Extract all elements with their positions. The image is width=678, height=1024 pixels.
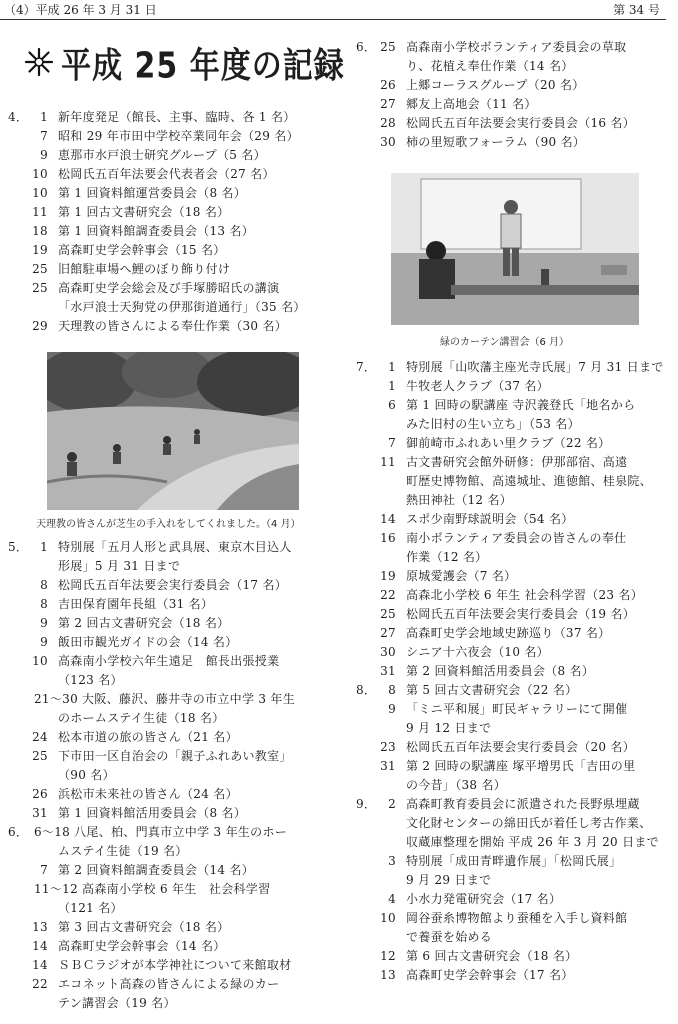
- record-entry: [356, 76, 676, 95]
- record-entry: [356, 567, 676, 586]
- record-entry: [8, 994, 348, 1013]
- section-title: [24, 40, 345, 90]
- record-entry: [356, 358, 676, 377]
- record-entry: [8, 279, 348, 298]
- issue-number: 第 34 号: [613, 3, 660, 17]
- entry-day: 16: [380, 531, 396, 545]
- record-entry: [356, 947, 676, 966]
- record-entry: [8, 108, 348, 127]
- issue-date: （4）平成 26 年 3 月 31 日: [4, 3, 157, 17]
- entry-day: 12: [380, 949, 396, 963]
- entry-day: 31: [380, 664, 396, 678]
- photo-caption-workshop: 緑のカーテン講習会（6 月）: [440, 337, 570, 348]
- entry-day: 31: [380, 759, 396, 773]
- entry-day: 26: [380, 78, 396, 92]
- record-entry: [8, 804, 348, 823]
- entry-day: 28: [380, 116, 396, 130]
- record-entry: [8, 241, 348, 260]
- entry-month: 6．: [356, 40, 377, 54]
- entry-text: 作業（12 名）: [406, 550, 488, 564]
- record-entry: [356, 966, 676, 985]
- entry-day: 26: [32, 787, 48, 801]
- record-entry: [8, 260, 348, 279]
- record-entry: [8, 956, 348, 975]
- entry-text: 新年度発足（館長、主事、臨時、各 1 名）: [58, 110, 296, 124]
- entry-day: 6: [388, 398, 396, 412]
- entry-text: 第 2 回古文書研究会（18 名）: [58, 616, 230, 630]
- entry-day: 1: [388, 360, 396, 374]
- record-entry: [356, 871, 676, 890]
- entry-text: 特別展「山吹藩主座光寺氏展」7 月 31 日まで: [406, 360, 664, 374]
- entry-day: 13: [380, 968, 396, 982]
- star-burst-icon: [24, 47, 54, 77]
- entry-day: 19: [32, 243, 48, 257]
- record-entry: [356, 738, 676, 757]
- entry-day: 6～18: [34, 825, 71, 839]
- entry-text: 天理教の皆さんによる奉仕作業（30 名）: [58, 319, 288, 333]
- entry-text: 第 2 回資料館調査委員会（14 名）: [58, 863, 255, 877]
- entry-text: 大阪、藤沢、藤井寺の市立中学 3 年生: [82, 692, 296, 706]
- entry-month: 8．: [356, 683, 377, 697]
- entry-text: 松岡氏五百年法要会実行委員会（16 名）: [406, 116, 636, 130]
- entry-day: 25: [32, 281, 48, 295]
- entry-text: 松本市道の旅の皆さん（21 名）: [58, 730, 238, 744]
- entry-day: 10: [380, 911, 396, 925]
- entry-text: 八尾、柏、門真市立中学 3 年生のホー: [74, 825, 288, 839]
- entry-text: 原城愛護会（7 名）: [406, 569, 517, 583]
- entry-day: 4: [388, 892, 396, 906]
- entry-day: 3: [388, 854, 396, 868]
- record-list-right-july-sept: [356, 358, 676, 985]
- record-entry: [356, 700, 676, 719]
- entry-text: のホームステイ生徒（18 名）: [58, 711, 225, 725]
- entry-text: ＳＢＣラジオが本学神社について来館取材: [58, 958, 292, 972]
- entry-text: 恵那市水戸浪士研究グループ（5 名）: [58, 148, 266, 162]
- entry-day: 1: [40, 540, 48, 554]
- record-entry: [8, 842, 348, 861]
- record-entry: [8, 766, 348, 785]
- entry-text: 第 1 回時の駅講座 寺沢義登氏「地名から: [406, 398, 636, 412]
- record-entry: [8, 861, 348, 880]
- entry-text: 高森南小学校 6 年生 社会科学習: [82, 882, 271, 896]
- entry-text: で養蚕を始める: [406, 930, 493, 944]
- entry-day: 11: [380, 455, 396, 469]
- entry-text: 文化財センターの綿田氏が着任し考古作業、: [406, 816, 652, 830]
- header-divider: [0, 19, 666, 20]
- entry-day: 1: [40, 110, 48, 124]
- record-entry: [356, 548, 676, 567]
- entry-text: （121 名）: [58, 901, 123, 915]
- entry-text: 松岡氏五百年法要会代表者会（27 名）: [58, 167, 275, 181]
- entry-text: 小水力発電研究会（17 名）: [406, 892, 562, 906]
- entry-text: 柿の里短歌フォーラム（90 名）: [406, 135, 586, 149]
- entry-day: 14: [380, 512, 396, 526]
- entry-text: 高森南小学校六年生遠足 館長出張授業: [58, 654, 280, 668]
- photo-caption-lawn: 天理教の皆さんが芝生の手入れをしてくれました。（4 月）: [36, 519, 301, 530]
- entry-text: 第 1 回資料館活用委員会（8 名）: [58, 806, 247, 820]
- record-entry: [356, 510, 676, 529]
- entry-text: 「水戸浪士天狗党の伊那街道通行」（35 名）: [58, 300, 306, 314]
- page-title: 平成 25 年度の記録: [61, 45, 345, 87]
- record-entry: [356, 890, 676, 909]
- record-entry: [356, 814, 676, 833]
- record-entry: [356, 681, 676, 700]
- entry-text: 「ミニ平和展」町民ギャラリーにて開催: [406, 702, 628, 716]
- entry-text: 上郷コーラスグループ（20 名）: [406, 78, 585, 92]
- entry-text: 第 6 回古文書研究会（18 名）: [406, 949, 578, 963]
- entry-text: 吉田保育園年長組（31 名）: [58, 597, 214, 611]
- entry-text: 特別展「五月人形と武具展、東京木目込人: [58, 540, 292, 554]
- entry-text: （123 名）: [58, 673, 123, 687]
- entry-day: 11: [32, 205, 48, 219]
- record-entry: [356, 795, 676, 814]
- entry-day: 10: [32, 654, 48, 668]
- record-entry: [356, 586, 676, 605]
- page-header: [0, 0, 678, 20]
- record-entry: [8, 671, 348, 690]
- entry-day: 31: [32, 806, 48, 820]
- entry-day: 14: [32, 958, 48, 972]
- record-entry: [8, 222, 348, 241]
- entry-text: 岡谷蚕糸博物館より蚕種を入手し資料館: [406, 911, 628, 925]
- entry-text: 高森北小学校 6 年生 社会科学習（23 名）: [406, 588, 644, 602]
- record-entry: [356, 377, 676, 396]
- entry-text: り、花植え奉仕作業（14 名）: [406, 59, 574, 73]
- record-entry: [356, 605, 676, 624]
- entry-text: テン講習会（19 名）: [58, 996, 176, 1010]
- entry-day: 13: [32, 920, 48, 934]
- entry-text: 松岡氏五百年法要会実行委員会（20 名）: [406, 740, 636, 754]
- record-entry: [8, 557, 348, 576]
- record-entry: [8, 203, 348, 222]
- entry-text: 第 1 回資料館運営委員会（8 名）: [58, 186, 247, 200]
- entry-day: 25: [32, 262, 48, 276]
- record-entry: [356, 833, 676, 852]
- record-entry: [8, 538, 348, 557]
- record-entry: [356, 719, 676, 738]
- entry-text: 熱田神社（12 名）: [406, 493, 513, 507]
- entry-day: 7: [388, 436, 396, 450]
- record-entry: [8, 127, 348, 146]
- entry-text: 第 2 回資料館活用委員会（8 名）: [406, 664, 595, 678]
- entry-text: 形展」5 月 31 日まで: [58, 559, 181, 573]
- entry-month: 4．: [8, 110, 29, 124]
- entry-text: 旧館駐車場へ鯉のぼり飾り付け: [58, 262, 231, 276]
- record-entry: [8, 728, 348, 747]
- entry-day: 29: [32, 319, 48, 333]
- entry-text: 町歴史博物館、高遠城址、進徳館、桂泉院、: [406, 474, 653, 488]
- entry-text: 高森町史学会幹事会（14 名）: [58, 939, 226, 953]
- record-entry: [8, 614, 348, 633]
- entry-day: 22: [32, 977, 48, 991]
- entry-text: 松岡氏五百年法要会実行委員会（17 名）: [58, 578, 288, 592]
- record-entry: [356, 38, 676, 57]
- entry-text: （90 名）: [58, 768, 115, 782]
- record-entry: [356, 909, 676, 928]
- entry-text: 第 3 回古文書研究会（18 名）: [58, 920, 230, 934]
- record-entry: [8, 880, 348, 899]
- entry-day: 8: [40, 597, 48, 611]
- record-entry: [8, 690, 348, 709]
- entry-text: 第 1 回古文書研究会（18 名）: [58, 205, 230, 219]
- record-entry: [356, 928, 676, 947]
- entry-text: 郷友上高地会（11 名）: [406, 97, 537, 111]
- entry-day: 22: [380, 588, 396, 602]
- entry-text: エコネット高森の皆さんによる緑のカー: [58, 977, 280, 991]
- entry-text: 飯田市観光ガイドの会（14 名）: [58, 635, 238, 649]
- entry-day: 2: [388, 797, 396, 811]
- entry-day: 9: [40, 148, 48, 162]
- record-entry: [356, 114, 676, 133]
- workshop-photo-image: [391, 173, 639, 325]
- entry-day: 25: [380, 40, 396, 54]
- record-entry: [356, 624, 676, 643]
- entry-text: 古文書研究会館外研修：伊那部宿、高遠: [406, 455, 628, 469]
- entry-text: 浜松市未来社の皆さん（24 名）: [58, 787, 238, 801]
- entry-month: 6．: [8, 825, 29, 839]
- entry-day: 9: [40, 635, 48, 649]
- entry-text: 特別展「成田青畔遺作展」「松岡氏展」: [406, 854, 622, 868]
- entry-text: 松岡氏五百年法要会実行委員会（19 名）: [406, 607, 636, 621]
- record-entry: [356, 776, 676, 795]
- record-entry: [356, 852, 676, 871]
- entry-month: 5．: [8, 540, 29, 554]
- entry-text: 御前崎市ふれあい里クラブ（22 名）: [406, 436, 611, 450]
- record-entry: [356, 133, 676, 152]
- entry-text: 高森町史学会地域史跡巡り（37 名）: [406, 626, 611, 640]
- entry-text: みた旧村の生い立ち」（53 名）: [406, 417, 580, 431]
- entry-day: 1: [388, 379, 396, 393]
- entry-day: 25: [32, 749, 48, 763]
- record-entry: [356, 415, 676, 434]
- entry-day: 18: [32, 224, 48, 238]
- entry-day: 30: [380, 645, 396, 659]
- entry-day: 7: [40, 863, 48, 877]
- record-entry: [356, 95, 676, 114]
- record-entry: [8, 146, 348, 165]
- entry-text: 9 月 29 日まで: [406, 873, 492, 887]
- record-entry: [8, 975, 348, 994]
- record-list-left-april: [8, 108, 348, 336]
- entry-text: 下市田一区自治会の「親子ふれあい教室」: [58, 749, 292, 763]
- lawn-photo-image: [47, 352, 299, 510]
- record-entry: [8, 937, 348, 956]
- record-entry: [356, 434, 676, 453]
- record-entry: [8, 918, 348, 937]
- entry-text: 9 月 12 日まで: [406, 721, 492, 735]
- entry-day: 30: [380, 135, 396, 149]
- entry-text: 南小ボランティア委員会の皆さんの奉仕: [406, 531, 627, 545]
- entry-text: 高森町教育委員会に派遣された長野県埋蔵: [406, 797, 640, 811]
- entry-day: 7: [40, 129, 48, 143]
- entry-day: 27: [380, 97, 396, 111]
- entry-day: 9: [40, 616, 48, 630]
- record-entry: [8, 633, 348, 652]
- entry-text: 第 2 回時の駅講座 塚平增男氏「吉田の里: [406, 759, 636, 773]
- entry-day: 24: [32, 730, 48, 744]
- entry-text: 昭和 29 年市田中学校卒業同年会（29 名）: [58, 129, 299, 143]
- record-list-left-may-june: [8, 538, 348, 1013]
- record-entry: [8, 899, 348, 918]
- entry-text: 牛牧老人クラブ（37 名）: [406, 379, 549, 393]
- record-entry: [356, 643, 676, 662]
- entry-text: 第 5 回古文書研究会（22 名）: [406, 683, 578, 697]
- record-entry: [8, 165, 348, 184]
- record-entry: [356, 396, 676, 415]
- entry-text: 高森町史学会総会及び手塚勝昭氏の講演: [58, 281, 280, 295]
- entry-day: 11～12: [34, 882, 79, 896]
- record-entry: [8, 184, 348, 203]
- entry-day: 8: [388, 683, 396, 697]
- entry-text: 第 1 回資料館調査委員会（13 名）: [58, 224, 255, 238]
- record-entry: [356, 57, 676, 76]
- entry-day: 10: [32, 186, 48, 200]
- record-entry: [356, 453, 676, 472]
- entry-day: 21～30: [34, 692, 79, 706]
- record-entry: [356, 757, 676, 776]
- entry-day: 23: [380, 740, 396, 754]
- entry-day: 27: [380, 626, 396, 640]
- entry-day: 25: [380, 607, 396, 621]
- entry-text: 高森南小学校ボランティア委員会の草取: [406, 40, 627, 54]
- entry-text: 高森町史学会幹事会（15 名）: [58, 243, 226, 257]
- record-entry: [8, 747, 348, 766]
- record-entry: [8, 317, 348, 336]
- record-entry: [8, 785, 348, 804]
- entry-text: ムステイ生徒（19 名）: [58, 844, 188, 858]
- entry-day: 10: [32, 167, 48, 181]
- entry-day: 9: [388, 702, 396, 716]
- record-entry: [356, 529, 676, 548]
- entry-month: 7．: [356, 360, 377, 374]
- photo-green-curtain-workshop: [391, 173, 639, 325]
- entry-text: スポ少南野球説明会（54 名）: [406, 512, 574, 526]
- photo-lawn-volunteers: [47, 352, 299, 510]
- entry-text: 高森町史学会幹事会（17 名）: [406, 968, 574, 982]
- entry-day: 8: [40, 578, 48, 592]
- entry-day: 14: [32, 939, 48, 953]
- entry-day: 19: [380, 569, 396, 583]
- record-entry: [8, 576, 348, 595]
- entry-text: シニア十六夜会（10 名）: [406, 645, 549, 659]
- record-entry: [356, 472, 676, 491]
- record-entry: [8, 823, 348, 842]
- record-entry: [356, 662, 676, 681]
- record-entry: [8, 652, 348, 671]
- record-entry: [8, 595, 348, 614]
- entry-text: 収蔵庫整理を開始 平成 26 年 3 月 20 日まで: [406, 835, 659, 849]
- record-entry: [8, 709, 348, 728]
- entry-month: 9．: [356, 797, 377, 811]
- record-list-right-june: [356, 38, 676, 152]
- entry-text: の今昔」（38 名）: [406, 778, 507, 792]
- record-entry: [8, 298, 348, 317]
- record-entry: [356, 491, 676, 510]
